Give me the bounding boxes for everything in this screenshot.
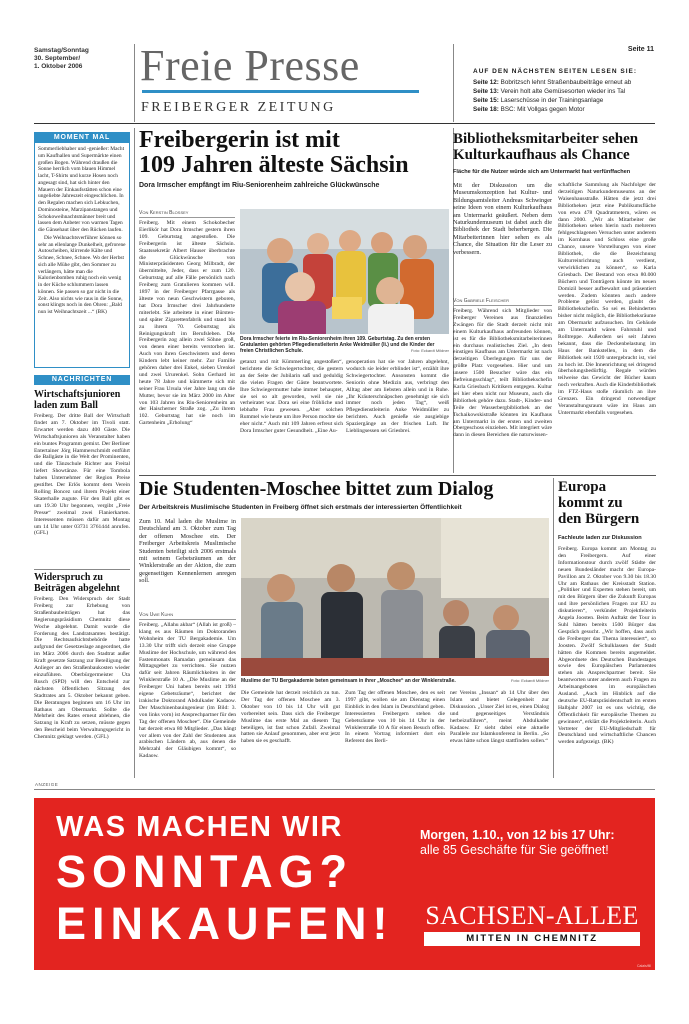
- news-item: Widerspruch zu Beiträgen abgelehnt Freiberg. Den Widerspruch der Stadt Freiberg zur Erhebung von Straßenbaubeiträgen hat das Regierungspräsidium Chemnitz diese Woche abgelehnt. Damit wurde die Forderung des Landratsamtes bestätigt. Die Rechtsaufsichtsbehörde hatte aufgrund der Gesetzeslage angeordnet, die im März 2006 durch den Stadtrat außer Kraft gesetzte Satzung zur Beteiligung der Anlieger an den Straßenbaukosten wieder einzuführen. Oberbürgermeister Uta Rusch (SPD) will den Entscheid zur nächsten öffentlichen Sitzung des Stadtrates am 5. Oktober bekannt geben. Die Beratungen beginnen um 16 Uhr im Rathaus am Obermarkt. Sollte die Mehrheit des Rates erneut ablehnen, die Satzung in Kraft zu setzen, müsste gegen den Bescheid beim Verwaltungsgericht in Chemnitz geklagt werden. (GFL): [34, 572, 130, 741]
- library-intro: Mit der Diskussion um die Museumskonzeption hat Kultur- und Bildungsamtsleiter Andreas Schwinger seine Ideen von einem Kulturkaufhaus am Untermarkt geäußert. Neben dem Naturkundemuseum ist dabei auch die Bibliothek der Stadt beherbergen. Die Mitarbeiterinnen hier sehen es als Chance, die Situation für die Leser zu verbessern.: [453, 182, 552, 256]
- moschee-photo: [241, 518, 549, 676]
- ad-opening-hours: Morgen, 1.10., von 12 bis 17 Uhr: alle 85 Geschäfte für Sie geöffnet!: [420, 828, 615, 857]
- ad-small-print: Calais/fill: [636, 964, 651, 968]
- europa-divider: [553, 478, 554, 778]
- news-title: Widerspruch zu Beiträgen abgelehnt: [34, 572, 120, 594]
- issue-date: Samstag/Sonntag 30. September/ 1. Oktober 2006: [34, 47, 89, 70]
- page-number: Seite 11: [627, 46, 654, 53]
- news-divider: [34, 569, 130, 570]
- mid-rule: [139, 475, 656, 476]
- moment-mal-label: MOMENT MAL: [35, 133, 129, 143]
- nachrichten-label: NACHRICHTEN: [34, 375, 130, 385]
- library-subheadline: Fläche für die Nutzer würde sich am Untermarkt fast verfünffachen: [453, 169, 631, 175]
- main-col-1: Von Kerstin Blossey Freiberg. Mit einem Schokobecher Eierlikör hat Dora Irmscher gestern ihren 109. Geburtstag angestoßen. Die Freibergerin ist älteste Sächsin. Staatssekretär Albert Hauser überbrachte die Glückwünsche von Ministerpräsidenten Georg Milbradt, der übermittelte, Jeder, dass er zum 120. Geburtstag auf alle Fälle persönlich nach Freiberg zum Gratulieren kommen will. 1897 in der Freiberger Pfarrgasse als älteste von neun Geschwistern geboren, hat Dora Irmscher drei Jahrhunderte miterlebt. Sie arbeitete in einer Bürsten- und später Zigarettenfabrik und stand bis zu ihrem 70. Geburtstag als Reinigungskraft im Berufsleben. Die Freibergerin zog allein zwei Söhne groß, von denen einer bereits verstorben ist. Auch von ihren Geschwistern und deren Kindern lebt keiner mehr. Zur Familie gehören daher drei Enkel, sieben Urenkel und zwei Ururenkel. Sohn Gerhard ist heute 78 Jahre und kümmerte sich mit seiner Frau Ursula vier Jahre lang um die Mutter, bevor sie im März 2000 im Alter von 103 Jahren ins Riu-Seniorenheim an der Haischerner Straße zog. „Zu ihrem 102. Geburtstag hat sie noch im Gartenheim „Erholung“: [139, 210, 235, 427]
- ad-headline: WAS MACHEN WIR SONNTAG? EINKAUFEN!: [56, 811, 394, 949]
- library-col-2: schaftliche Sammlung als Nachfolger der derzeitigen Naturkundemuseums an der Waisenhausstraße. Hätten die jetzt drei Bibliotheken jetzt eine Publikumsfläche von etwa 478 Quadratmetern, wären es dann 2000. „Wir als Mitarbeiter der Bibliotheken sehen hierin nach mehreren fehlgeschlagenen Versuchen unter anderem im Kornhaus und Schloss eine große Chance, unsere Vorstellungen von einer Bibliothek, die die Bezeichnung Kulturreinrichtung auch verdient, verwirklichen zu können“, so Karla Griesbach. Der Bestand von etwa 80.000 Büchern und Tonträgern könnte im neuen Domizil besser aufbewahrt und präsentiert werden. Zudem könnten auch andere Probleme gelöst werden, glaubt die Bibliothekschefin. So sei es Behinderten bisher nicht möglich, die Bibliotheksräume am Obermarkt aufzusuchen. Im Gebäude am Untermarkt wären Fahrstuhl und Rolltreppe. Außerdem sei seit Jahren bekannt, dass die Deckenbelastung im Haus der Bankstellen, in dem die Bibliothek seit 1920 untergebracht ist, viel zu hoch ist. Die Innenrichtung sei dringend überholungsbedürftig. Regale würden teilweise das Gewicht der Bücher kaum noch verkraften. Auch die Kinderbibliothek im FTZ-Haus stoße räumlich an ihre Grenzen. Ein dringend notwendiger Veranstaltungsraum wäre im Haus am Untermarkt ebenfalls vorgesehen.: [558, 182, 656, 416]
- teaser-item: Seite 13: Verein holt alte Gemüsesorten wieder ins Tal: [473, 88, 626, 95]
- newspaper-title: Freie Presse: [140, 41, 360, 90]
- moschee-photo-image: [241, 518, 549, 676]
- moschee-col-1: Von Uwe Kuhn Freiberg. „Allahu akbar“ (Allah ist groß) – klang es aus Räumen im Doktoranden Wohnheim der TU Bergakademie. Um 13.30 Uhr trifft sich derzeit eine Gruppe Muslime der Hochschule, um während des Fastenmonats Ramadan gemeinsam das Mittagsgebet zu verrichten. Sie nutzen dafür seit Jahren Räumlichkeiten in der Winklerstraße 10 A. „Die Muslime an der Freiberger Uni haben bereits seit 1994 eigene Gebetsräume“, berichtet der irakische Doktorand Abdulkader Kadaow. Der Maschinenbauingenieur (im Bild: 3. von links vorn) ist Ansprechpartner für den Tag der offenen Moschee“. Die Gemeinde hat derzeit etwa 80 Mitglieder. „Das hängt vor allem von der Zahl der Studenten aus arabischen Ländern ab, aus denen die Mehrzahl der Gläubigen kommt“, so Kadaow.: [139, 612, 236, 760]
- title-underline: [142, 90, 419, 93]
- ad-label: ANZEIGE: [35, 782, 59, 787]
- teaser-divider: [453, 44, 454, 122]
- europa-subheadline: Fachleute laden zur Diskussion: [558, 535, 642, 541]
- main-headline: Freibergerin ist mit 109 Jahren älteste Sächsin: [139, 127, 409, 178]
- europa-body: Freiberg. Europa kommt am Montag zu den Freibergern. Auf einer Informationstour durch zwölf Städte der neuen Bundesländer macht der Europa-Pavillon am 2. Oktober von 9.30 bis 18.30 Uhr am Rathaus der Kreisstadt Station. „Politiker und Experten stehen bereit, um mit den Bürgern über die Zukunft Europas und ihre persönlichen Fragen zur EU zu diskutieren“, verkündet Projektleiterin Angela Joosten. Beim Auftakt der Tour in Suhl hätten bereits 1500 Bürger das Gespräch gesucht. „Wir hoffen, dass auch die Freiberger das Thema interessiert“, so Joosten. Zwölf Schulklassen der Stadt hätten die Kommen bereits angemeldet. Abgeordnete des Deutschen Bundestages sowie des Europäischen Parlamentes stehen als Ansprechpartner bereit. Sie beantworten unter anderem auch Fragen zu Arbeitsangeboten im europäischen Ausland. „Auch im Hinblick auf die deutsche EU-Ratspräsidentschaft im ersten Halbjahr 2007 ist es uns wichtig, die Öffentlichkeit für europäische Themen zu gewinnen“, erklärt die Projektleiterin. Auch Vertreter der EU-Mitgliedschaft für Deutschland und wirtschaftliche Chancen werden aufgezeigt. (BK): [558, 546, 656, 746]
- newspaper-subtitle: FREIBERGER ZEITUNG: [141, 100, 336, 115]
- moschee-col-4: ner Vereins „Inssan“ ab 14 Uhr über den Islam und bietet Gelegenheit zur Diskussion. „Unser Ziel ist es, einen Dialog und gegenseitiges Verständnis herbeizuführen“, meint Abdulkader Kadaow. Er sieht dabei eine aktuelle Parallele zur Islamkonferenz in Berlin. „So etwas hätte schon längst stattfinden sollen.“: [450, 690, 549, 745]
- main-subheadline: Dora Irmscher empfängt im Riu-Seniorenheim zahlreiche Glückwünsche: [139, 182, 380, 189]
- birthday-photo-image: [240, 209, 449, 334]
- main-col-2: getanzt und mit Kümmerling angestoßen“, berichtete die Schwiegertochter, die gestern an der Seite der Jubilarin saß und geduldig die vielen Fragen der Gäste beantwortete. Ihre Schwiegermutter habe immer behauptet, sie sei so alt geworden, weil sie nie verheiratet war. Dora sei eine fröhliche und lebhafte Frau gewesen. „Aber solchen Rummel wie heute um ihre Person mochte sie eher nicht.“ Auch mit 109 Jahren erfreut sich Dora Irmscher guter Gesundheit. „Eine Au-: [240, 359, 343, 435]
- sachsen-allee-logo[interactable]: SACHSEN-ALLEE MITTEN IN CHEMNITZ: [425, 901, 639, 944]
- masthead-divider: [134, 44, 135, 122]
- main-col-3: genoperation hat sie vor Jahren abgelehnt, wodurch sie leider erblindet ist“, erzählt ihre Schwiegertochter. Ansonsten kommt die Seniorin ohne Medizin aus, verbringt den Alltag aber am liebsten allein und in Ruhe. „Ihr Kräuterschnäpschen genehmigt sie sich immer noch jeden Tag“, weiß Pflegedienstleiterin Anke Weidmüller zu berichten. Auch genieße sie ausgiebige Spaziergänge an der frischen Luft. Ihr Lieblingsessen sei Griesbrei.: [346, 359, 449, 435]
- moment-mal-box: MOMENT MAL Sommerliebhaber und -genießer: Macht um Kaufhallen und Supermärkte einen großen Bogen. Während draußen die Sonne herrlich vom blauen Himmel lacht, T-Shirts und kurze Hosen noch angesagt sind, hat sich hinter den Mauern der Einkaufsstätten schon eine ungeliebte Jahreszeit eingeschlichen. In den Regalen machen sich Lebkuchen, Dominosteine, Marzipanstangen und Schokoweihnachtsmänner breit und lassen dem Anbeter von warmen Tagen die Gänsehaut über den Rücken laufen. Die Weihnachtsverführer können so sehr an ellenlange Dunkelheit, gefrorene Autoscheiben, klirrende Kälte und Schnee, Schnee, Schnee. Wo der Herbst sich alle Mühe gibt, den Sommer zu verlängern, hätte man die Kalorienbomben ruhig noch ein wenig in der Küche schlummern lassen können. Sie passen so gar nicht in die Zeit. Also nichts wie raus in die Sonne, sonst klingts noch in den Ohren: „Bald nun ist Weihnachtszeit ...“ (BK): [34, 132, 130, 368]
- moschee-headline: Die Studenten-Moschee bittet zum Dialog: [139, 478, 494, 500]
- moschee-col-2: Die Gemeinde hat derzeit reichlich zu tun. Der Tag der offenen Moschee am 3. Oktober von 10 bis 14 Uhr will gut vorbereitet sein. Dass sich die Freiberger Muslime das erste Mal an diesem Tag beteiligen, ist fast schon Zufall. Zweimal hatten sie Anlauf genommen, aber erst jetzt haben sie es geschafft.: [241, 690, 340, 745]
- teaser-item: Seite 15: Laserschüsse in der Trainingsanlage: [473, 97, 604, 104]
- birthday-photo: [240, 209, 449, 334]
- moschee-subheadline: Der Arbeitskreis Muslimische Studenten in Freiberg öffnet sich erstmals der interessierten Öffentlichkeit: [139, 504, 462, 511]
- library-headline: Bibliotheksmitarbeiter sehen Kulturkaufhaus als Chance: [453, 131, 639, 163]
- moschee-intro: Zum 10. Mal laden die Muslime in Deutschland am 3. Oktober zum Tag der offenen Moschee ein. Der Freiberger Arbeitskreis Muslimische Studenten beteiligt sich 2006 erstmals mit seinem Gebetsräumen an der Winklerstraße an der Aktion, die zum gegenseitigen Kennenlernen anregen soll.: [139, 518, 236, 585]
- moschee-col-3: Zum Tag der offenen Moschee, den es seit 1997 gibt, wollen sie am Dienstag einen Einblick in den Islam in Deutschland geben. Interessierten Freibergern stehen die Gebetsräume von 10 bis 14 Uhr in der Winklerstraße 10 A für einen Besuch offen. In einem Vortrag informiert dort ein Referent des Berli-: [345, 690, 445, 745]
- left-column-divider: [134, 128, 135, 778]
- teaser-item: Seite 18: BSC: Mit Vollgas gegen Motor: [473, 106, 585, 113]
- birthday-photo-caption: Dora Irmscher feierte im Riu-Seniorenheim ihren 109. Geburtstag. Zu den ersten Gratulanten gehörten Pflegedienstleiterin Anke Weidmüller (li.) und die Kinder der freien Christlichen Schule. Foto: Eckardt Mildner: [240, 336, 449, 355]
- news-title: Wirtschaftsjunioren laden zum Ball: [34, 389, 121, 411]
- news-item: Wirtschaftsjunioren laden zum Ball Freiberg. Der dritte Ball der Wirtschaft findet am 7. Oktober im Tivoli statt. Erwartet werden dazu 400 Gäste. Die Wirtschaftsjunioren als Veranstalter haben ein buntes Programm gemixt. Der Berliner Entertainer Jörg Hammerschmidt entführt die Ballgäste in die Welt der Prominenten, und die Tänzschule Richter aus Freital liefert Showtänze. Für eine Tombola haben Unternehmer der Region Preise gestiftet. Der Erlös kommt dem Verein Rolling Boncez und ihrem Projekt einer Skaterhalle zugute. Für den Ball gibt es um 19.30 Uhr begonnen, vergibt „Freie Presse“ zweimal zwei Flanierkarten. Interessenten müssen dafür am Montag um 14 Uhr unter 03731 3761444 anrufen. (GFL): [34, 389, 130, 537]
- teaser-heading: AUF DEN NÄCHSTEN SEITEN LESEN SIE:: [473, 68, 638, 75]
- library-col-1: Von Gabriele Fleischer Freiberg. Während sich Mitglieder von Freiberger Vereinen aus finanziellen Zwängen für die Stadt derzeit nicht mit einem Kulturkaufhaus anfreunden können, ist es für die Bibliotheksmitarbeiterinnen ein durchaus realistisches Ziel. „In dem einstigen Kaufhaus am Untermarkt ist nach derzeitigen Überlegungen für uns der größte Platz vorgesehen. Hier und um unsere 1500 Besucher wäre das ein Befreiungsschlag“, teilt Bibliothekschefin Karla Griesbach Kritikern entgegen. Kultur sei hier eben nicht nur Museum, auch die Bibliothek gehöre dazu. Stadt-, Kinder- und Teile der Wasserbergbibliothek an der Tschaikowskistraße könnten im Kaufhaus am Untermarkt in der ersten und zweiten Obergeschoss einziehen. Mit integriert wäre dann in diesen Bereichen die naturwissen-: [453, 298, 552, 439]
- masthead-bottom-rule: [34, 123, 655, 124]
- europa-headline: Europa kommt zu den Bürgern: [558, 479, 640, 527]
- ad-banner[interactable]: [34, 798, 655, 970]
- teaser-item: Seite 12: Bobritzsch lehnt Straßenbaubeiträge erneut ab: [473, 79, 632, 86]
- ad-rule: [34, 789, 655, 790]
- teaser-box: [473, 68, 663, 114]
- moschee-photo-caption: Muslime der TU Bergakademie beten gemeinsam in ihrer „Moschee“ an der Winklerstraße. Foto: Eckardt Mildner: [241, 678, 549, 684]
